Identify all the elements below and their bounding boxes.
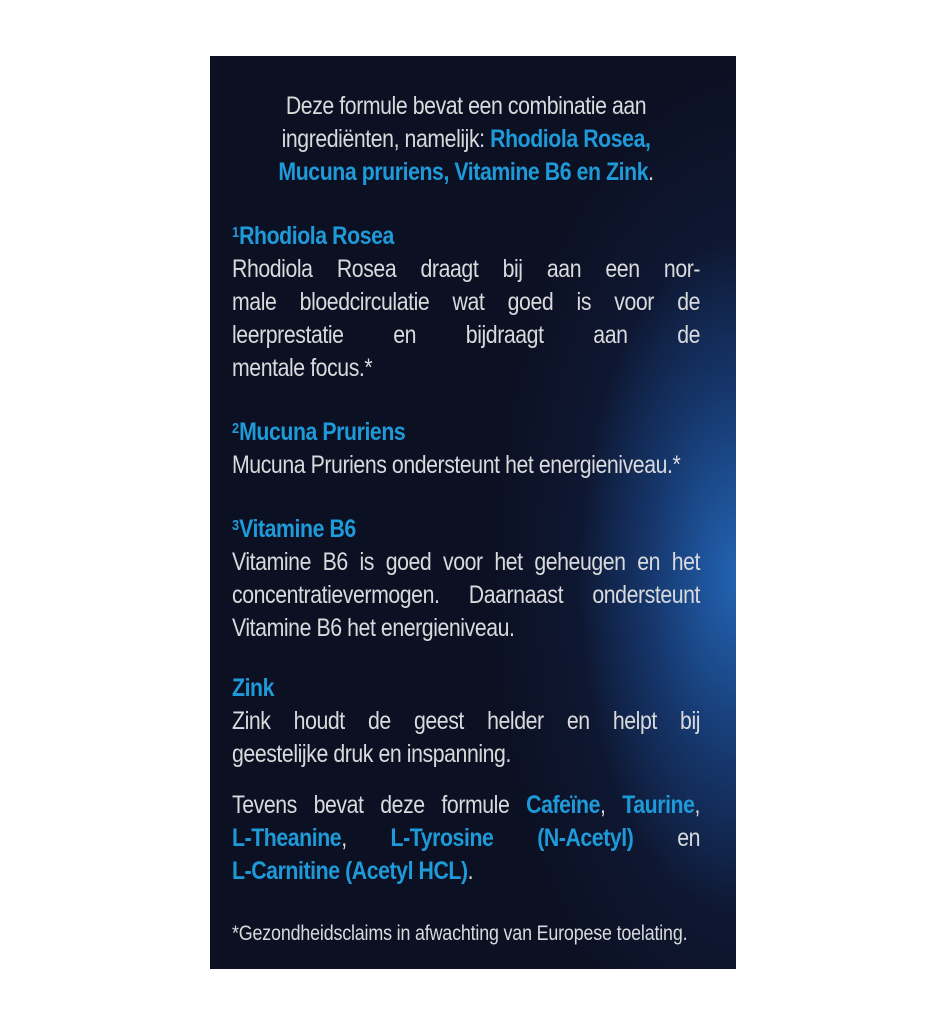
text-line — [232, 319, 700, 352]
text-segment: leerprestatie en bijdraagt aan de — [232, 321, 701, 349]
text-segment: Vitamine B6 het energieniveau. — [232, 614, 515, 642]
text-segment: Zink houdt de geest helder en helpt bij — [232, 707, 701, 735]
ingredient-name: Rhodiola Rosea, — [490, 125, 651, 153]
section-mucuna-pruriens — [232, 412, 700, 482]
text-segment: ingrediënten, namelijk: — [281, 125, 491, 153]
ingredient-name: Taurine — [622, 791, 695, 819]
section-heading-text: Vitamine B6 — [239, 515, 356, 543]
text-segment: , — [600, 791, 623, 819]
text-segment: , — [694, 791, 701, 819]
text-segment: Tevens bevat deze formule — [232, 791, 527, 819]
text-line — [232, 123, 700, 156]
health-claims-footnote: *Gezondheidsclaims in afwachting van Europese toelating. — [232, 922, 688, 945]
ingredient-name: Mucuna pruriens, Vitamine B6 en Zink — [278, 158, 649, 186]
section-heading-text: Zink — [232, 674, 275, 702]
text-line — [232, 352, 700, 385]
text-segment: Rhodiola Rosea draagt bij aan een nor- — [232, 255, 701, 283]
section-heading-text: Rhodiola Rosea — [239, 222, 394, 250]
text-line — [232, 286, 700, 319]
section-heading — [232, 216, 700, 253]
text-line — [232, 449, 700, 482]
supplement-label-panel — [210, 56, 736, 969]
text-segment: . — [648, 158, 654, 186]
text-segment: Vitamine B6 is goed voor het geheugen en het — [232, 548, 701, 576]
text-segment: concentratievermogen. Daarnaast ondersteunt — [232, 581, 701, 609]
text-line — [232, 612, 700, 645]
text-line — [232, 90, 700, 123]
text-segment: geestelijke druk en inspanning. — [232, 740, 511, 768]
text-segment: . — [467, 857, 474, 885]
section-heading — [232, 672, 700, 705]
text-line — [232, 546, 700, 579]
footnote-superscript: 3 — [232, 517, 240, 534]
text-line — [232, 738, 700, 771]
text-line — [232, 705, 700, 738]
text-line — [232, 855, 700, 888]
intro-paragraph — [232, 90, 700, 189]
text-segment: , — [341, 824, 391, 852]
text-segment: en — [633, 824, 701, 852]
ingredient-name: L-Carnitine (Acetyl HCL) — [232, 857, 468, 885]
footnote-superscript: 1 — [232, 224, 240, 241]
section-vitamine-b6 — [232, 509, 700, 645]
ingredient-name: L-Tyrosine (N-Acetyl) — [390, 824, 634, 852]
section-heading — [232, 509, 700, 546]
text-line — [232, 579, 700, 612]
other-ingredients-paragraph — [232, 789, 700, 888]
text-line — [232, 822, 700, 855]
text-segment: Deze formule bevat een combinatie aan — [285, 92, 647, 120]
ingredient-name: Cafeïne — [526, 791, 601, 819]
label-text-content — [232, 90, 700, 948]
text-line — [232, 253, 700, 286]
text-segment: Mucuna Pruriens ondersteunt het energieniveau.* — [232, 451, 681, 479]
section-heading-text: Mucuna Pruriens — [239, 418, 406, 446]
ingredient-name: L-Theanine — [232, 824, 342, 852]
section-rhodiola-rosea — [232, 216, 700, 385]
section-zink — [232, 672, 700, 771]
text-line — [232, 156, 700, 189]
text-line — [232, 789, 700, 822]
text-segment: mentale focus.* — [232, 354, 373, 382]
text-segment: male bloedcirculatie wat goed is voor de — [232, 288, 701, 316]
section-heading — [232, 412, 700, 449]
footnote-superscript: 2 — [232, 420, 240, 437]
